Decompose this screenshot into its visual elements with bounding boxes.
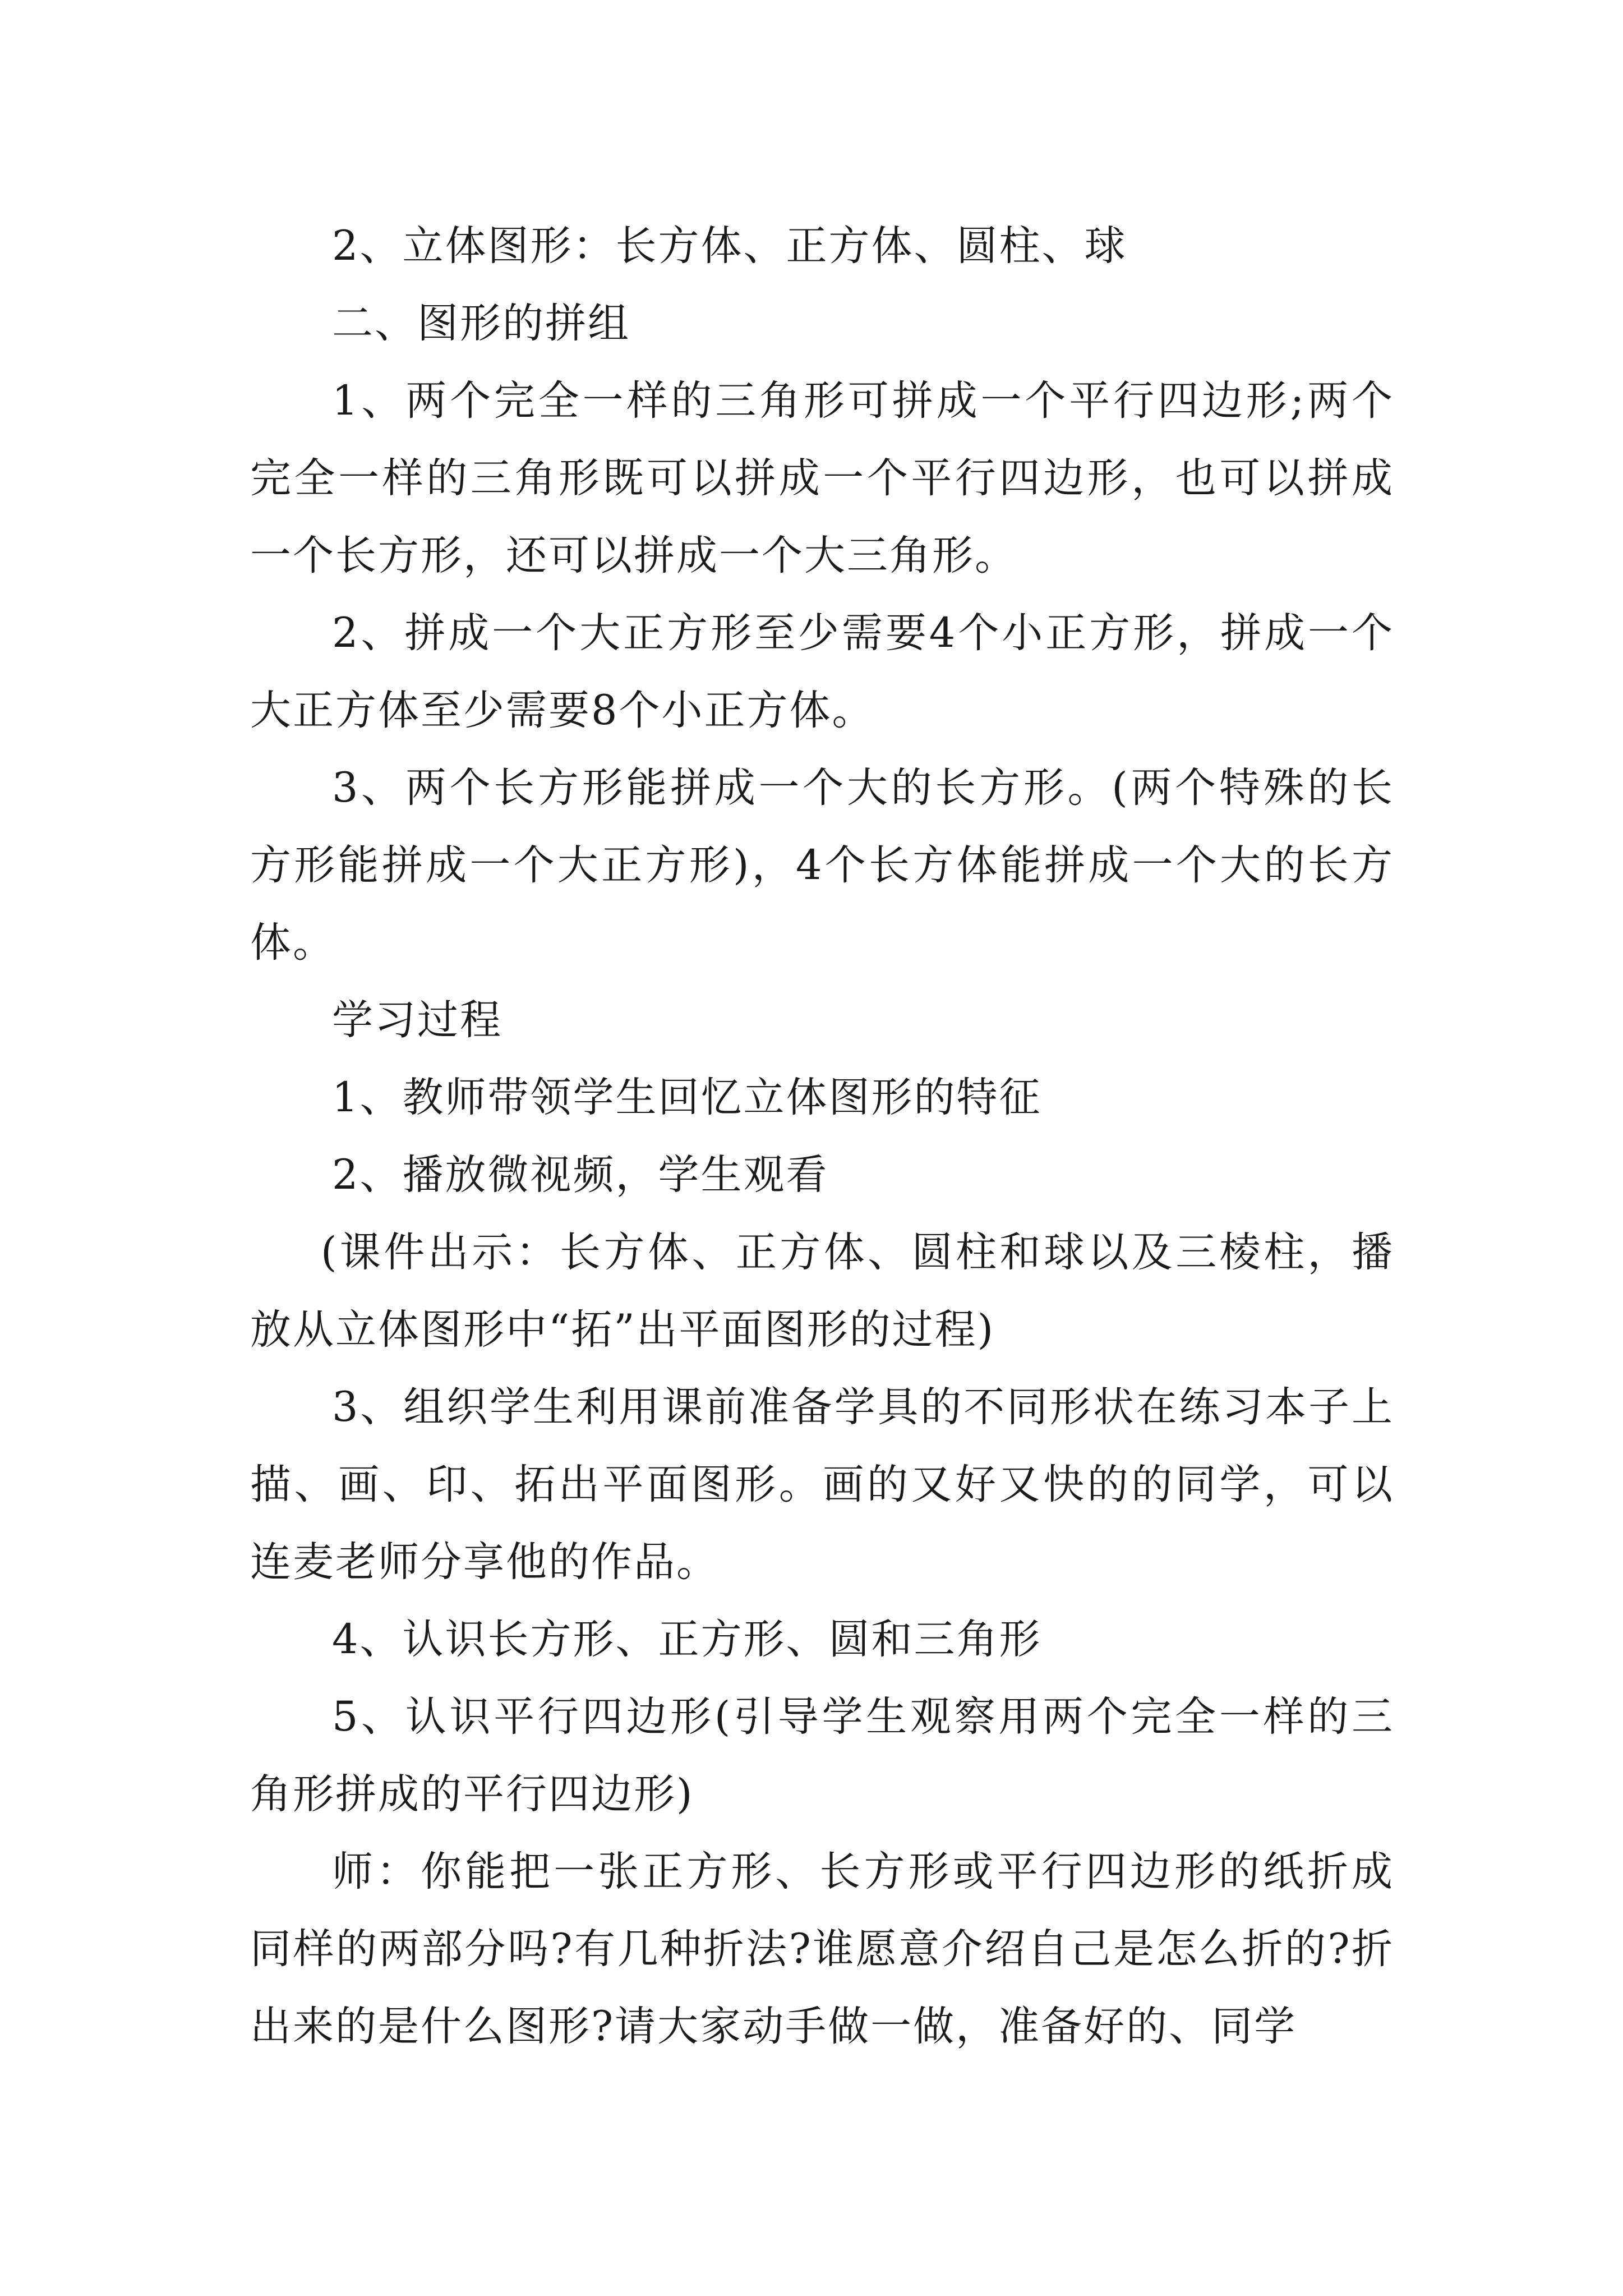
paragraph: 2、拼成一个大正方形至少需要4个小正方形，拼成一个大正方体至少需要8个小正方体。 <box>250 609 1394 734</box>
paragraph: 2、立体图形：长方体、正方体、圆柱、球 <box>332 222 1127 270</box>
paragraph: (课件出示：长方体、正方体、圆柱和球以及三棱柱，播放从立体图形中“拓”出平面图形的过程) <box>250 1228 1394 1354</box>
paragraph: 师：你能把一张正方形、长方形或平行四边形的纸折成同样的两部分吗?有几种折法?谁愿意介绍自己是怎么折的?折出来的是什么图形?请大家动手做一做，准备好的、同学 <box>250 1848 1394 2050</box>
paragraph: 1、教师带领学生回忆立体图形的特征 <box>332 1074 1042 1121</box>
paragraph: 3、组织学生利用课前准备学具的不同形状在练习本子上描、画、印、拓出平面图形。画的又好又快的的同学，可以连麦老师分享他的作品。 <box>250 1383 1394 1586</box>
paragraph: 2、播放微视频，学生观看 <box>332 1151 829 1199</box>
document-body <box>250 208 1394 2065</box>
section-heading: 二、图形的拼组 <box>332 300 630 347</box>
paragraph: 4、认识长方形、正方形、圆和三角形 <box>332 1616 1042 1663</box>
section-heading: 学习过程 <box>332 996 502 1044</box>
paragraph: 1、两个完全一样的三角形可拼成一个平行四边形;两个完全一样的三角形既可以拼成一个平行四边形，也可以拼成一个长方形，还可以拼成一个大三角形。 <box>250 377 1394 579</box>
paragraph: 5、认识平行四边形(引导学生观察用两个完全一样的三角形拼成的平行四边形) <box>250 1693 1394 1818</box>
paragraph: 3、两个长方形能拼成一个大的长方形。(两个特殊的长方形能拼成一个大正方形)，4个长方体能拼成一个大的长方体。 <box>250 764 1394 967</box>
